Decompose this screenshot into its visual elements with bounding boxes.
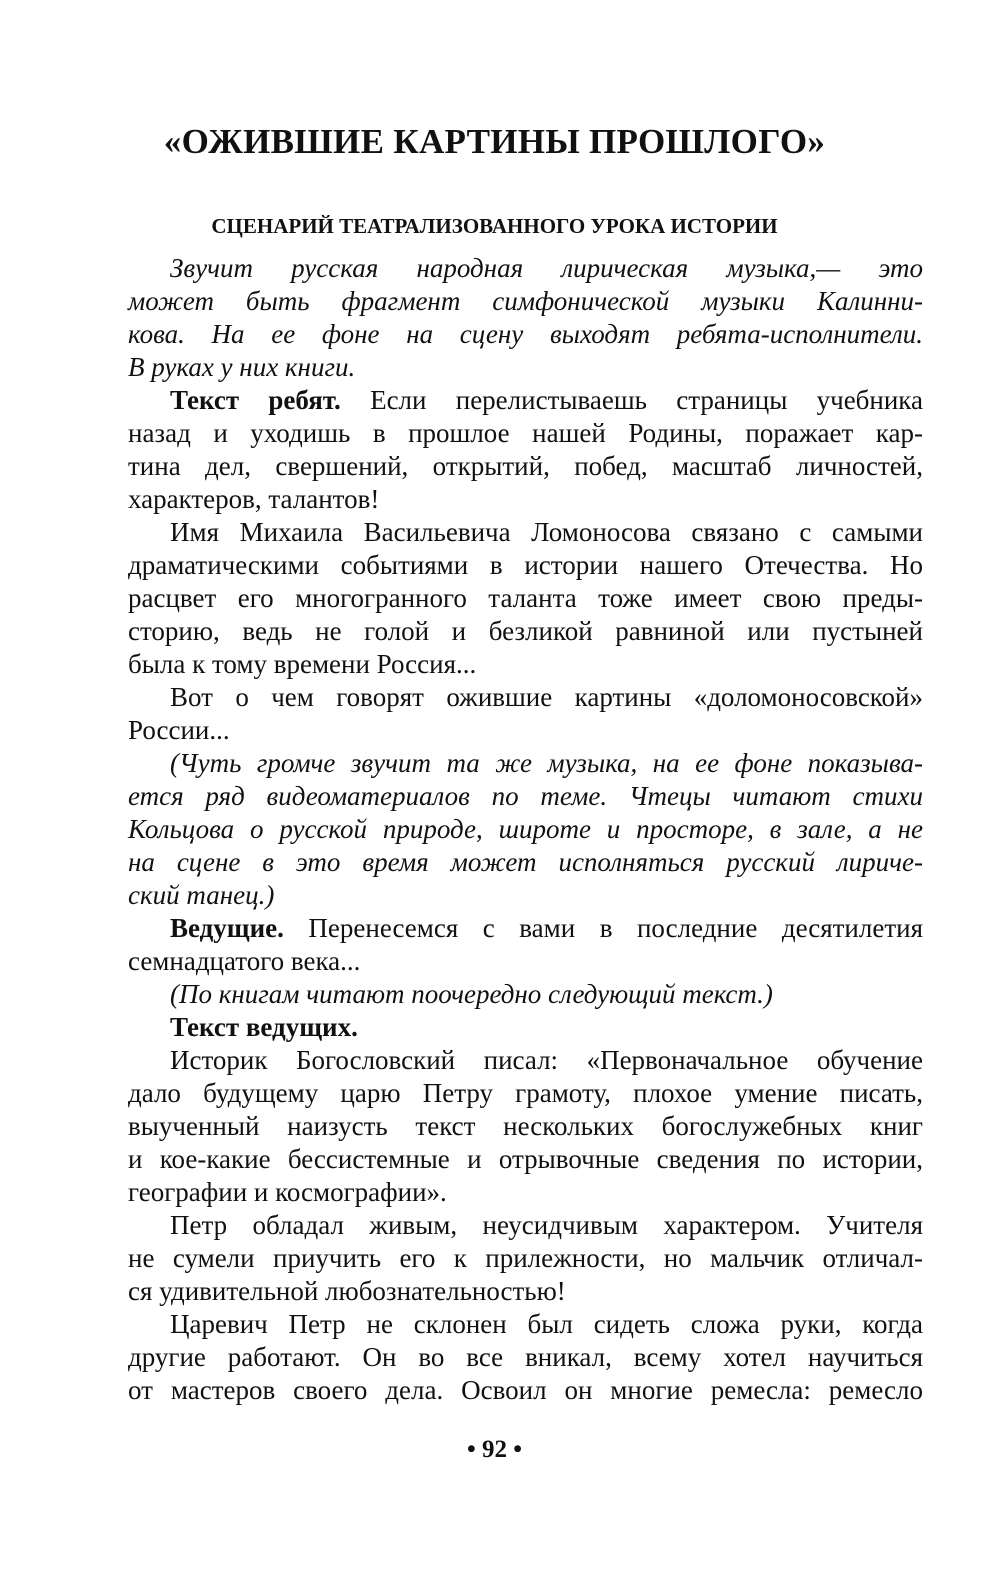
text-line: характеров, талантов!: [128, 484, 380, 514]
text-line: (Чуть громче звучит та же музыка, на ее фоне показыва-: [170, 748, 923, 778]
text-line: была к тому времени Россия...: [128, 649, 477, 679]
text-fragment: Перенесемся с вами в последние десятилетия: [283, 913, 923, 943]
page-subtitle: СЦЕНАРИЙ ТЕАТРАЛИЗОВАННОГО УРОКА ИСТОРИИ: [211, 214, 778, 238]
text-line: Имя Михаила Васильевича Ломоносова связано с самыми: [170, 517, 923, 547]
text-line: выученный наизусть текст нескольких богослужебных книг: [128, 1111, 923, 1141]
text-line: кова. На ее фоне на сцену выходят ребята-исполнители.: [128, 319, 923, 349]
text-line: В руках у них книги.: [128, 352, 356, 382]
text-line: России...: [128, 715, 230, 745]
text-line: ется ряд видеоматериалов по теме. Чтецы читают стихи: [128, 781, 923, 811]
text-line: назад и уходишь в прошлое нашей Родины, поражает кар-: [128, 418, 923, 448]
text-line: и кое-какие бессистемные и отрывочные сведения по истории,: [128, 1144, 923, 1174]
text-line: [128, 912, 923, 945]
page-title: «ОЖИВШИЕ КАРТИНЫ ПРОШЛОГО»: [163, 122, 826, 161]
text-line: ский танец.): [128, 880, 275, 910]
speaker-label: Текст ребят.: [170, 385, 341, 415]
text-line: географии и космографии».: [128, 1177, 447, 1207]
text-line: ся удивительной любознательностью!: [128, 1276, 566, 1306]
text-line: драматическими событиями в истории нашего Отечества. Но: [128, 550, 923, 580]
text-line: сторию, ведь не голой и безликой равниной или пустыней: [128, 616, 923, 646]
text-line: семнадцатого века...: [128, 946, 361, 976]
page-number: • 92 •: [466, 1436, 522, 1463]
text-line: расцвет его многогранного таланта тоже имеет свою преды-: [128, 583, 923, 613]
text-line: Вот о чем говорят ожившие картины «доломоносовской»: [170, 682, 923, 712]
body-text: [128, 252, 923, 1407]
text-fragment: Если перелистываешь страницы учебника: [340, 385, 924, 415]
text-line: (По книгам читают поочередно следующий текст.): [170, 979, 773, 1009]
text-line: тина дел, свершений, открытий, побед, масштаб личностей,: [128, 451, 923, 481]
text-line: Звучит русская народная лирическая музыка,— это: [170, 253, 923, 283]
text-line: [128, 384, 923, 417]
text-line: Царевич Петр не склонен был сидеть сложа руки, когда: [170, 1309, 923, 1339]
text-line: дало будущему царю Петру грамоту, плохое умение писать,: [128, 1078, 923, 1108]
speaker-label: Текст ведущих.: [170, 1012, 358, 1042]
text-line: не сумели приучить его к прилежности, но мальчик отличал-: [128, 1243, 923, 1273]
speaker-label: Ведущие.: [170, 913, 284, 943]
text-line: на сцене в это время может исполняться русский лириче-: [128, 847, 923, 877]
text-line: Кольцова о русской природе, широте и просторе, в зале, а не: [128, 814, 923, 844]
text-line: от мастеров своего дела. Освоил он многие ремесла: ремесло: [128, 1375, 923, 1405]
text-line: Петр обладал живым, неусидчивым характером. Учителя: [170, 1210, 923, 1240]
text-line: другие работают. Он во все вникал, всему хотел научиться: [128, 1342, 923, 1372]
text-line: Историк Богословский писал: «Первоначальное обучение: [170, 1045, 923, 1075]
text-line: может быть фрагмент симфонической музыки Калинни-: [128, 286, 923, 316]
